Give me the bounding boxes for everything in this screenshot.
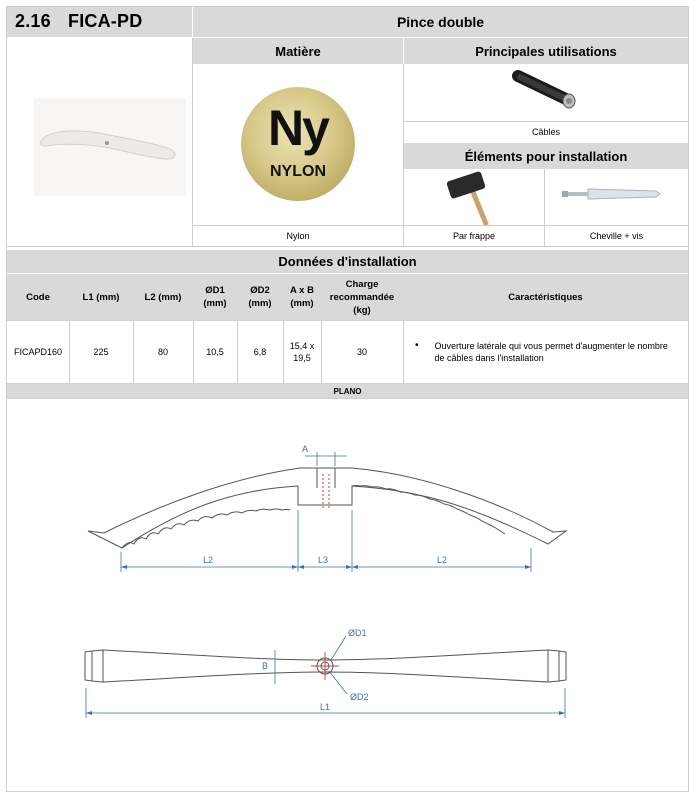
install-item-par-frappe: Par frappe (452, 231, 496, 241)
nylon-logo-ny: Ny (268, 100, 328, 156)
plan-heading: PLANO (7, 384, 688, 398)
col-code: Code (26, 291, 50, 303)
technical-drawing (0, 399, 696, 799)
cell-load: 30 (356, 347, 367, 357)
hammer-icon (440, 170, 498, 226)
col-axb: A x B (mm) (290, 285, 314, 309)
col-l1: L1 (mm) (82, 291, 120, 303)
product-name: Pince double (193, 7, 688, 37)
installation-elements-heading: Éléments pour installation (404, 143, 688, 169)
cell-code: FICAPD160 (13, 347, 63, 357)
install-item-cheville-vis: Cheville + vis (589, 231, 644, 241)
divider (192, 38, 193, 247)
nylon-logo-text: NYLON (270, 163, 326, 180)
dim-label-b: B (262, 661, 269, 671)
dim-label-l1: L1 (320, 702, 331, 712)
cell-d1: 10,5 (206, 347, 224, 357)
material-label: Nylon (286, 231, 310, 241)
divider (321, 320, 322, 383)
bullet: • (415, 340, 419, 351)
col-features: Caractéristiques (508, 291, 583, 303)
cell-axb: 15,4 x 19,5 (289, 341, 315, 363)
col-l2: L2 (mm) (144, 291, 182, 303)
material-heading: Matière (193, 38, 403, 64)
cell-l1: 225 (93, 347, 109, 357)
product-photo (34, 98, 186, 196)
divider (544, 169, 545, 247)
product-code: FICA-PD (68, 11, 143, 31)
divider (283, 320, 284, 383)
install-data-heading: Données d'installation (7, 250, 688, 273)
divider (133, 320, 134, 383)
divider (403, 64, 404, 247)
col-d2: ØD2 (mm) (248, 285, 272, 309)
cable-icon (512, 70, 582, 112)
cell-l2: 80 (157, 347, 168, 357)
divider (403, 320, 404, 383)
anchor-screw-icon (560, 186, 664, 202)
dim-label-d1: ØD1 (348, 628, 367, 638)
cell-features (403, 321, 688, 383)
col-d1: ØD1 (mm) (203, 285, 227, 309)
divider (7, 246, 688, 247)
dim-label-l2-left: L2 (203, 555, 214, 565)
section-number: 2.16 (15, 11, 51, 31)
dim-label-a: A (302, 444, 309, 454)
divider (193, 320, 194, 383)
uses-heading: Principales utilisations (404, 38, 688, 64)
feature-text: Ouverture latérale qui vous permet d'augmenter le nombre de câbles dans l'installation (434, 341, 668, 363)
cell-d2: 6,8 (253, 347, 267, 357)
divider (69, 320, 70, 383)
divider (404, 121, 688, 122)
use-item-cables: Câbles (531, 127, 560, 137)
dim-label-l2-right: L2 (437, 555, 448, 565)
divider (193, 225, 688, 226)
dim-label-l3: L3 (318, 555, 329, 565)
divider (7, 320, 688, 321)
dim-label-d2: ØD2 (350, 692, 369, 702)
divider (237, 320, 238, 383)
col-load: Charge recommandée (kg) (329, 278, 395, 316)
